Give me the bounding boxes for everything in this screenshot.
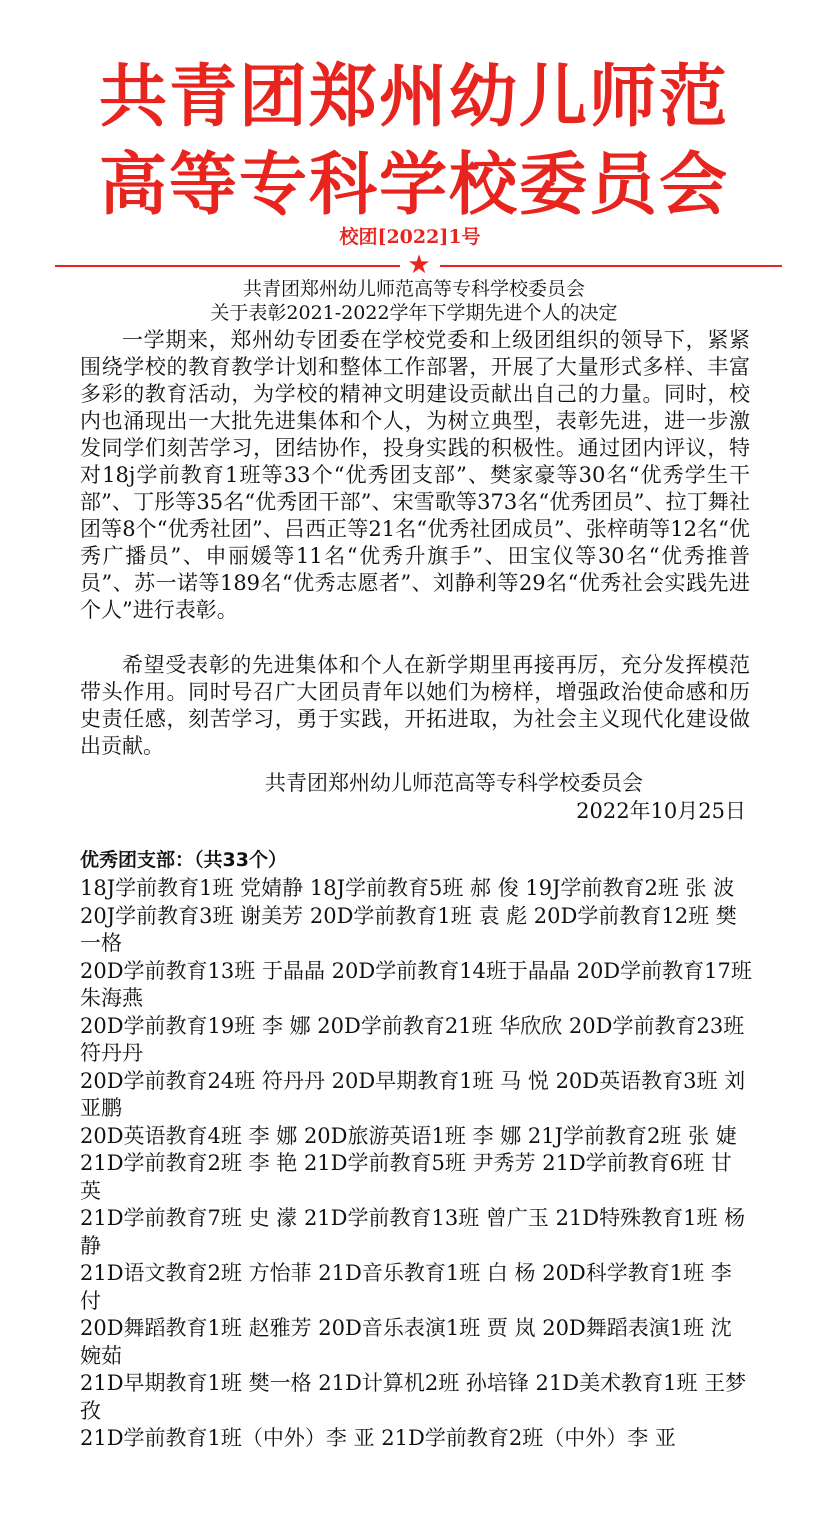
document-number: 校团[2022]1号 <box>339 226 481 248</box>
award-entry: 20J学前教育3班 谢美芳 20D学前教育1班 袁 彪 20D学前教育12班 樊一格 <box>80 903 737 955</box>
document-heading-issuer: 共青团郑州幼儿师范高等专科学校委员会 <box>242 278 585 300</box>
award-entry: 20D英语教育4班 李 娜 20D旅游英语1班 李 娜 21J学前教育2班 张 婕 <box>80 1123 737 1148</box>
red-divider-left <box>55 265 400 267</box>
award-entry: 21D学前教育7班 史 濛 21D学前教育13班 曾广玉 21D特殊教育1班 杨 静 <box>80 1206 746 1258</box>
section-title-excellent-branches: 优秀团支部：（共33个） <box>80 849 287 871</box>
award-list <box>80 875 752 1453</box>
signature: 共青团郑州幼儿师范高等专科学校委员会 <box>265 771 643 795</box>
red-divider-right <box>440 265 782 267</box>
body-paragraph-2: 希望受表彰的先进集体和个人在新学期里再接再厉，充分发挥模范带头作用。同时号召广大团员青年以她们为榜样，增强政治使命感和历史责任感，刻苦学习，勇于实践，开拓进取，为社会主义现代化建设做出贡献。 <box>80 653 750 758</box>
document-date: 2022年10月25日 <box>576 799 746 823</box>
award-entry: 20D舞蹈教育1班 赵雅芳 20D音乐表演1班 贾 岚 20D舞蹈表演1班 沈婉茹 <box>80 1316 732 1368</box>
award-entry: 20D学前教育19班 李 娜 20D学前教育21班 华欣欣 20D学前教育23班 符丹丹 <box>80 1013 745 1065</box>
award-entry: 20D学前教育13班 于晶晶 20D学前教育14班于晶晶 20D学前教育17班 朱海燕 <box>80 958 752 1010</box>
body-paragraph-1: 一学期来，郑州幼专团委在学校党委和上级团组织的领导下，紧紧围绕学校的教育教学计划和整体工作部署，开展了大量形式多样、丰富多彩的教育活动，为学校的精神文明建设贡献出自己的力量。同时，校内也涌现出一大批先进集体和个人，为树立典型，表彰先进，进一步激发同学们刻苦学习，团结协作，投身实践的积极性。通过团内评议，特对18j学前教育1班等33个“优秀团支部”、樊家豪等30名“优秀学生干部”、丁彤等35名“优秀团干部”、宋雪歌等373名“优秀团员”、拉丁舞社团等8个“优秀社团”、吕西正等21名“优秀社团成员”、张梓萌等12名“优秀广播员”、申丽媛等11名“优秀升旗手”、田宝仪等30名“优秀推普员”、苏一诺等189名“优秀志愿者”、刘静利等29名“优秀社会实践先进个人”进行表彰。 <box>80 328 750 622</box>
star-icon: ★ <box>407 250 431 280</box>
award-entry: 21D学前教育2班 李 艳 21D学前教育5班 尹秀芳 21D学前教育6班 甘 英 <box>80 1151 732 1203</box>
award-entry: 18J学前教育1班 党婧静 18J学前教育5班 郝 俊 19J学前教育2班 张 波 <box>80 876 735 900</box>
award-entry: 21D学前教育1班（中外）李 亚 21D学前教育2班（中外）李 亚 <box>80 1426 676 1450</box>
header-title-line-1: 共青团郑州幼儿师范 <box>98 58 729 137</box>
award-entry: 21D早期教育1班 樊一格 21D计算机2班 孙培锋 21D美术教育1班 王梦孜 <box>80 1371 747 1423</box>
award-entry: 21D语文教育2班 方怡菲 21D音乐教育1班 白 杨 20D科学教育1班 李 付 <box>80 1261 732 1313</box>
award-entry: 20D学前教育24班 符丹丹 20D早期教育1班 马 悦 20D英语教育3班 刘亚鹏 <box>80 1068 746 1120</box>
header-title-line-2: 高等专科学校委员会 <box>98 146 729 225</box>
document-heading-subject: 关于表彰2021-2022学年下学期先进个人的决定 <box>210 302 618 324</box>
